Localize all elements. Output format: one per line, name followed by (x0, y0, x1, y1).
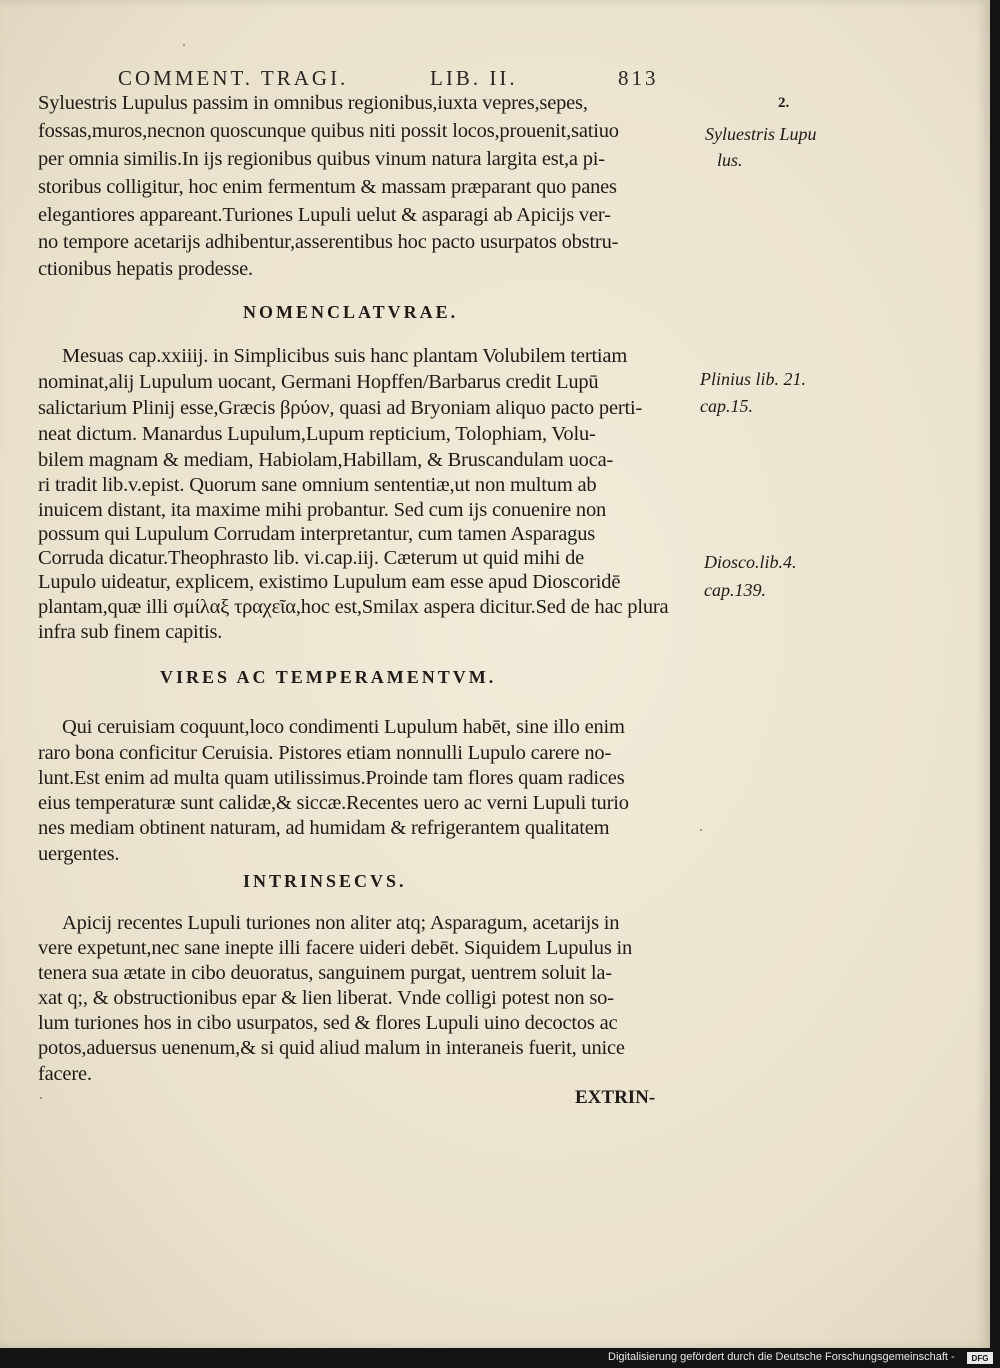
text-line: elegantiores appareant.Turiones Lupuli uelut & asparagi ab Apicijs ver- (38, 204, 611, 226)
text-line: ri tradit lib.v.epist. Quorum sane omnium sententiæ,ut non multum ab (38, 474, 597, 496)
text-line: bilem magnam & mediam, Habiolam,Habillam, & Bruscandulam uoca- (38, 449, 614, 471)
text-line: facere. (38, 1063, 92, 1085)
margin-note: lus. (717, 150, 743, 170)
text-line: uergentes. (38, 843, 120, 865)
header-title: COMMENT. TRAGI. (118, 66, 349, 90)
text-line: nes mediam obtinent naturam, ad humidam & refrigerantem qualitatem (38, 817, 610, 839)
text-line: Syluestris Lupulus passim in omnibus regionibus,iuxta vepres,sepes, (38, 92, 588, 114)
section-heading: NOMENCLATVRAE. (243, 302, 459, 322)
text-line: infra sub finem capitis. (38, 621, 223, 643)
paper-speck (183, 44, 185, 46)
text-line: Apicij recentes Lupuli turiones non aliter atq; Asparagum, acetarijs in (62, 912, 620, 934)
text-line: ctionibus hepatis prodesse. (38, 258, 253, 280)
text-line: tenera sua ætate in cibo deuoratus, sanguinem purgat, uentrem soluit la- (38, 962, 612, 984)
text-line: Lupulo uideatur, explicem, existimo Lupulum eam esse apud Dioscoridē (38, 571, 621, 593)
dfg-logo (967, 1352, 993, 1364)
margin-note: Syluestris Lupu (705, 124, 817, 144)
text-line: no tempore acetarijs adhibentur,asserentibus hoc pacto usurpatos obstru- (38, 231, 619, 253)
margin-note: cap.139. (704, 580, 766, 600)
text-line: raro bona conficitur Ceruisia. Pistores etiam nonnulli Lupulo carere no- (38, 742, 612, 764)
section-heading: INTRINSECVS. (243, 871, 407, 891)
text-line: salictarium Plinij esse,Græcis βρύον, quasi ad Bryoniam aliquo pacto perti- (38, 397, 643, 419)
catchword: EXTRIN- (575, 1087, 656, 1108)
text-line: neat dictum. Manardus Lupulum,Lupum repticium, Tolophiam, Volu- (38, 423, 596, 445)
text-line: lunt.Est enim ad multa quam utilissimus.Proinde tam flores quam radices (38, 767, 625, 789)
text-line: vere expetunt,nec sane inepte illi facere uideri debēt. Siquidem Lupulus in (38, 937, 633, 959)
text-line: potos,aduersus uenenum,& si quid aliud malum in interaneis fuerit, unice (38, 1037, 625, 1059)
section-heading: VIRES AC TEMPERAMENTVM. (160, 667, 497, 687)
margin-note: Diosco.lib.4. (704, 552, 797, 572)
text-line: storibus colligitur, hoc enim fermentum & massam præparant quo panes (38, 176, 617, 198)
text-line: Mesuas cap.xxiiij. in Simplicibus suis hanc plantam Volubilem tertiam (62, 345, 628, 367)
margin-note: Plinius lib. 21. (700, 369, 807, 389)
text-line: xat q;, & obstructionibus epar & lien liberat. Vnde colligi potest non so- (38, 987, 614, 1009)
text-line: Corruda dicatur.Theophrasto lib. vi.cap.iij. Cæterum ut quid mihi de (38, 547, 585, 569)
margin-note-number: 2. (778, 95, 790, 111)
folio-number: 813 (618, 66, 659, 90)
margin-note: cap.15. (700, 396, 753, 416)
text-line: lum turiones hos in cibo usurpatos, sed & flores Lupuli uino decoctos ac (38, 1012, 618, 1034)
text-line: fossas,muros,necnon quoscunque quibus niti possit locos,prouenit,satiuo (38, 120, 619, 142)
text-line: nominat,alij Lupulum uocant, Germani Hopffen/Barbarus credit Lupū (38, 371, 599, 393)
text-line: Qui ceruisiam coquunt,loco condimenti Lupulum habēt, sine illo enim (62, 716, 625, 738)
text-line: inuicem distant, ita maxime mihi probantur. Sed cum ijs conuenire non (38, 499, 607, 521)
digitization-credit: Digitalisierung gefördert durch die Deutsche Forschungsgemeinschaft - (608, 1351, 955, 1363)
paper-speck (40, 1097, 42, 1099)
header-book: LIB. II. (430, 66, 518, 90)
paper-speck (700, 829, 702, 831)
dfg-logo-text: DFG (971, 1353, 989, 1363)
text-line: per omnia similis.In ijs regionibus quibus vinum natura largita est,a pi- (38, 148, 605, 170)
text-line: plantam,quæ illi σμίλαξ τραχεῖα,hoc est,Smilax aspera dicitur.Sed de hac plura (38, 596, 669, 618)
text-line: eius temperaturæ sunt calidæ,& siccæ.Recentes uero ac verni Lupuli turio (38, 792, 629, 814)
text-line: possum qui Lupulum Corrudam interpretantur, cum tamen Asparagus (38, 523, 596, 545)
